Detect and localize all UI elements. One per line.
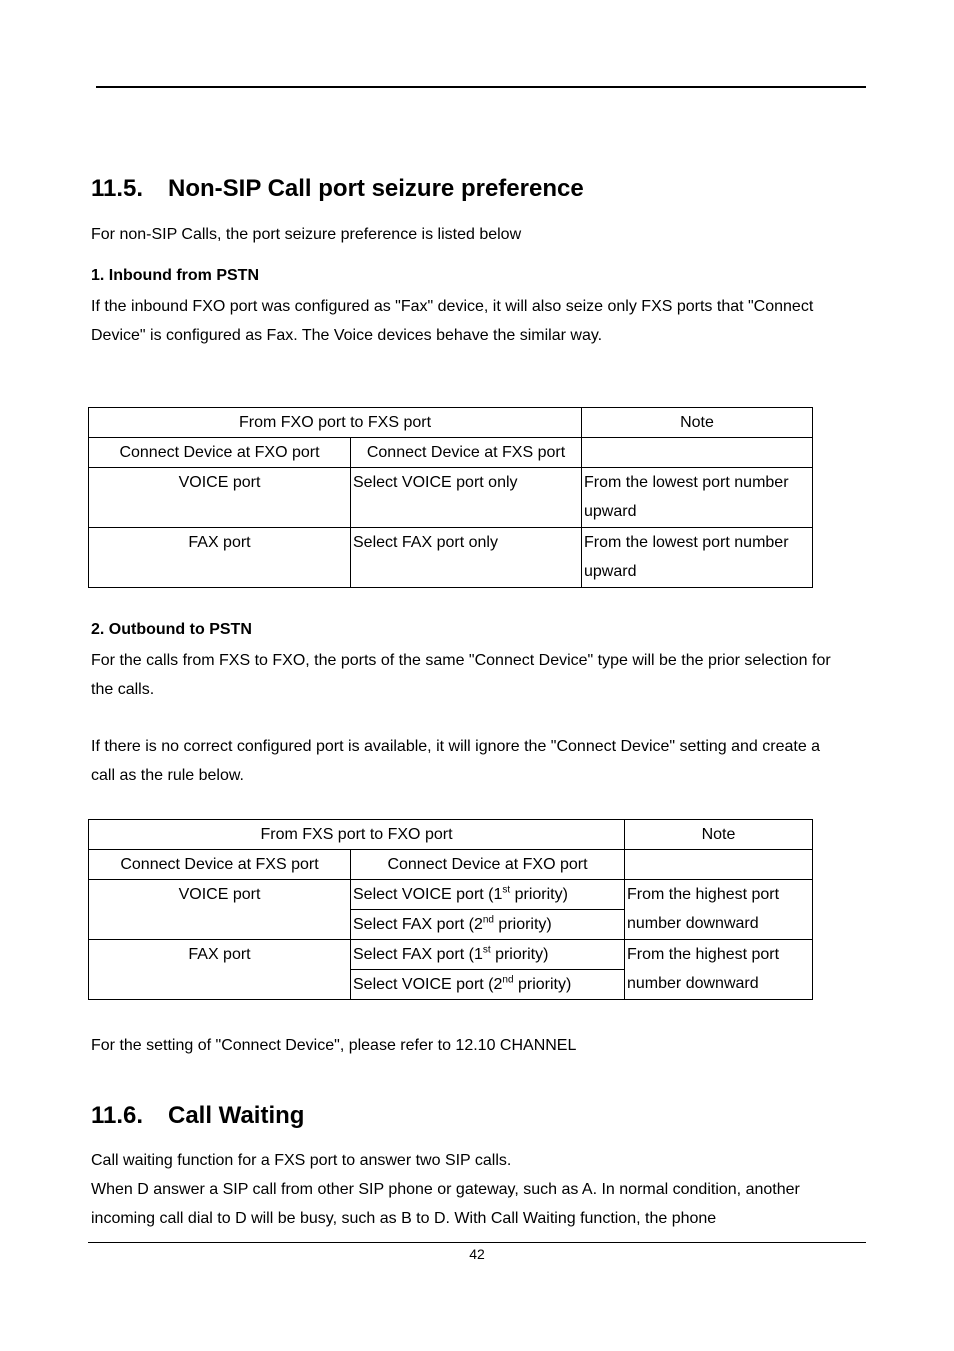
note-header: Note [625, 820, 813, 850]
note-cell: From the lowest port number upward [582, 528, 813, 588]
inbound-heading: 1. Inbound from PSTN [91, 267, 259, 284]
note-cell: From the highest port number downward [625, 940, 813, 1000]
inbound-paragraph: If the inbound FXO port was configured as "Fax" device, it will also seize only FXS ports that "Connect Device" is configured as Fax. The Voice devices behave the similar way. [91, 298, 814, 344]
select-cell: Select FAX port (1st priority) [351, 940, 625, 970]
call-waiting-line-1: Call waiting function for a FXS port to answer two SIP calls. [91, 1152, 512, 1169]
page-number: 42 [469, 1246, 485, 1262]
call-waiting-line-2: When D answer a SIP call from other SIP phone or gateway, such as A. In normal condition, another incoming call dial to D will be busy, such as B to D. With Call Waiting function, the phone [91, 1181, 800, 1227]
note-cell: From the highest port number downward [625, 880, 813, 940]
section-number: 11.6. [91, 1102, 144, 1129]
device-cell: VOICE port [89, 880, 351, 940]
section-number: 11.5. [91, 175, 144, 202]
column-header: Connect Device at FXO port [351, 850, 625, 880]
fxs-to-fxo-table [88, 819, 813, 1000]
select-cell: Select FAX port only [351, 528, 582, 588]
intro-paragraph: For non-SIP Calls, the port seizure preference is listed below [91, 226, 522, 243]
select-cell: Select VOICE port (1st priority) [351, 880, 625, 910]
empty-cell [582, 438, 813, 468]
table-row [89, 528, 813, 588]
outbound-paragraph-1: For the calls from FXS to FXO, the ports of the same "Connect Device" type will be the prior selection for the calls. [91, 652, 831, 698]
section-title: Call Waiting [168, 1102, 305, 1129]
note-cell: From the lowest port number upward [582, 468, 813, 528]
connect-device-reference: For the setting of "Connect Device", please refer to 12.10 CHANNEL [91, 1037, 577, 1054]
table-header: From FXO port to FXS port [89, 408, 582, 438]
device-cell: FAX port [89, 940, 351, 1000]
column-header: Connect Device at FXO port [89, 438, 351, 468]
table-row [89, 880, 813, 910]
footer-rule [88, 1242, 866, 1243]
select-cell: Select VOICE port (2nd priority) [351, 970, 625, 1000]
fxo-to-fxs-table [88, 407, 813, 588]
column-header: Connect Device at FXS port [351, 438, 582, 468]
header-rule [96, 86, 866, 88]
outbound-paragraph-2: If there is no correct configured port is available, it will ignore the "Connect Device" setting and create a call as the rule below. [91, 738, 821, 784]
select-cell: Select VOICE port only [351, 468, 582, 528]
device-cell: FAX port [89, 528, 351, 588]
section-title: Non-SIP Call port seizure preference [168, 175, 584, 202]
note-header: Note [582, 408, 813, 438]
table-row [89, 940, 813, 970]
table-header: From FXS port to FXO port [89, 820, 625, 850]
section-heading-11-6 [91, 1102, 304, 1130]
section-heading-11-5 [91, 175, 584, 203]
device-cell: VOICE port [89, 468, 351, 528]
select-cell: Select FAX port (2nd priority) [351, 910, 625, 940]
outbound-heading: 2. Outbound to PSTN [91, 621, 252, 638]
column-header: Connect Device at FXS port [89, 850, 351, 880]
table-row [89, 468, 813, 528]
empty-cell [625, 850, 813, 880]
